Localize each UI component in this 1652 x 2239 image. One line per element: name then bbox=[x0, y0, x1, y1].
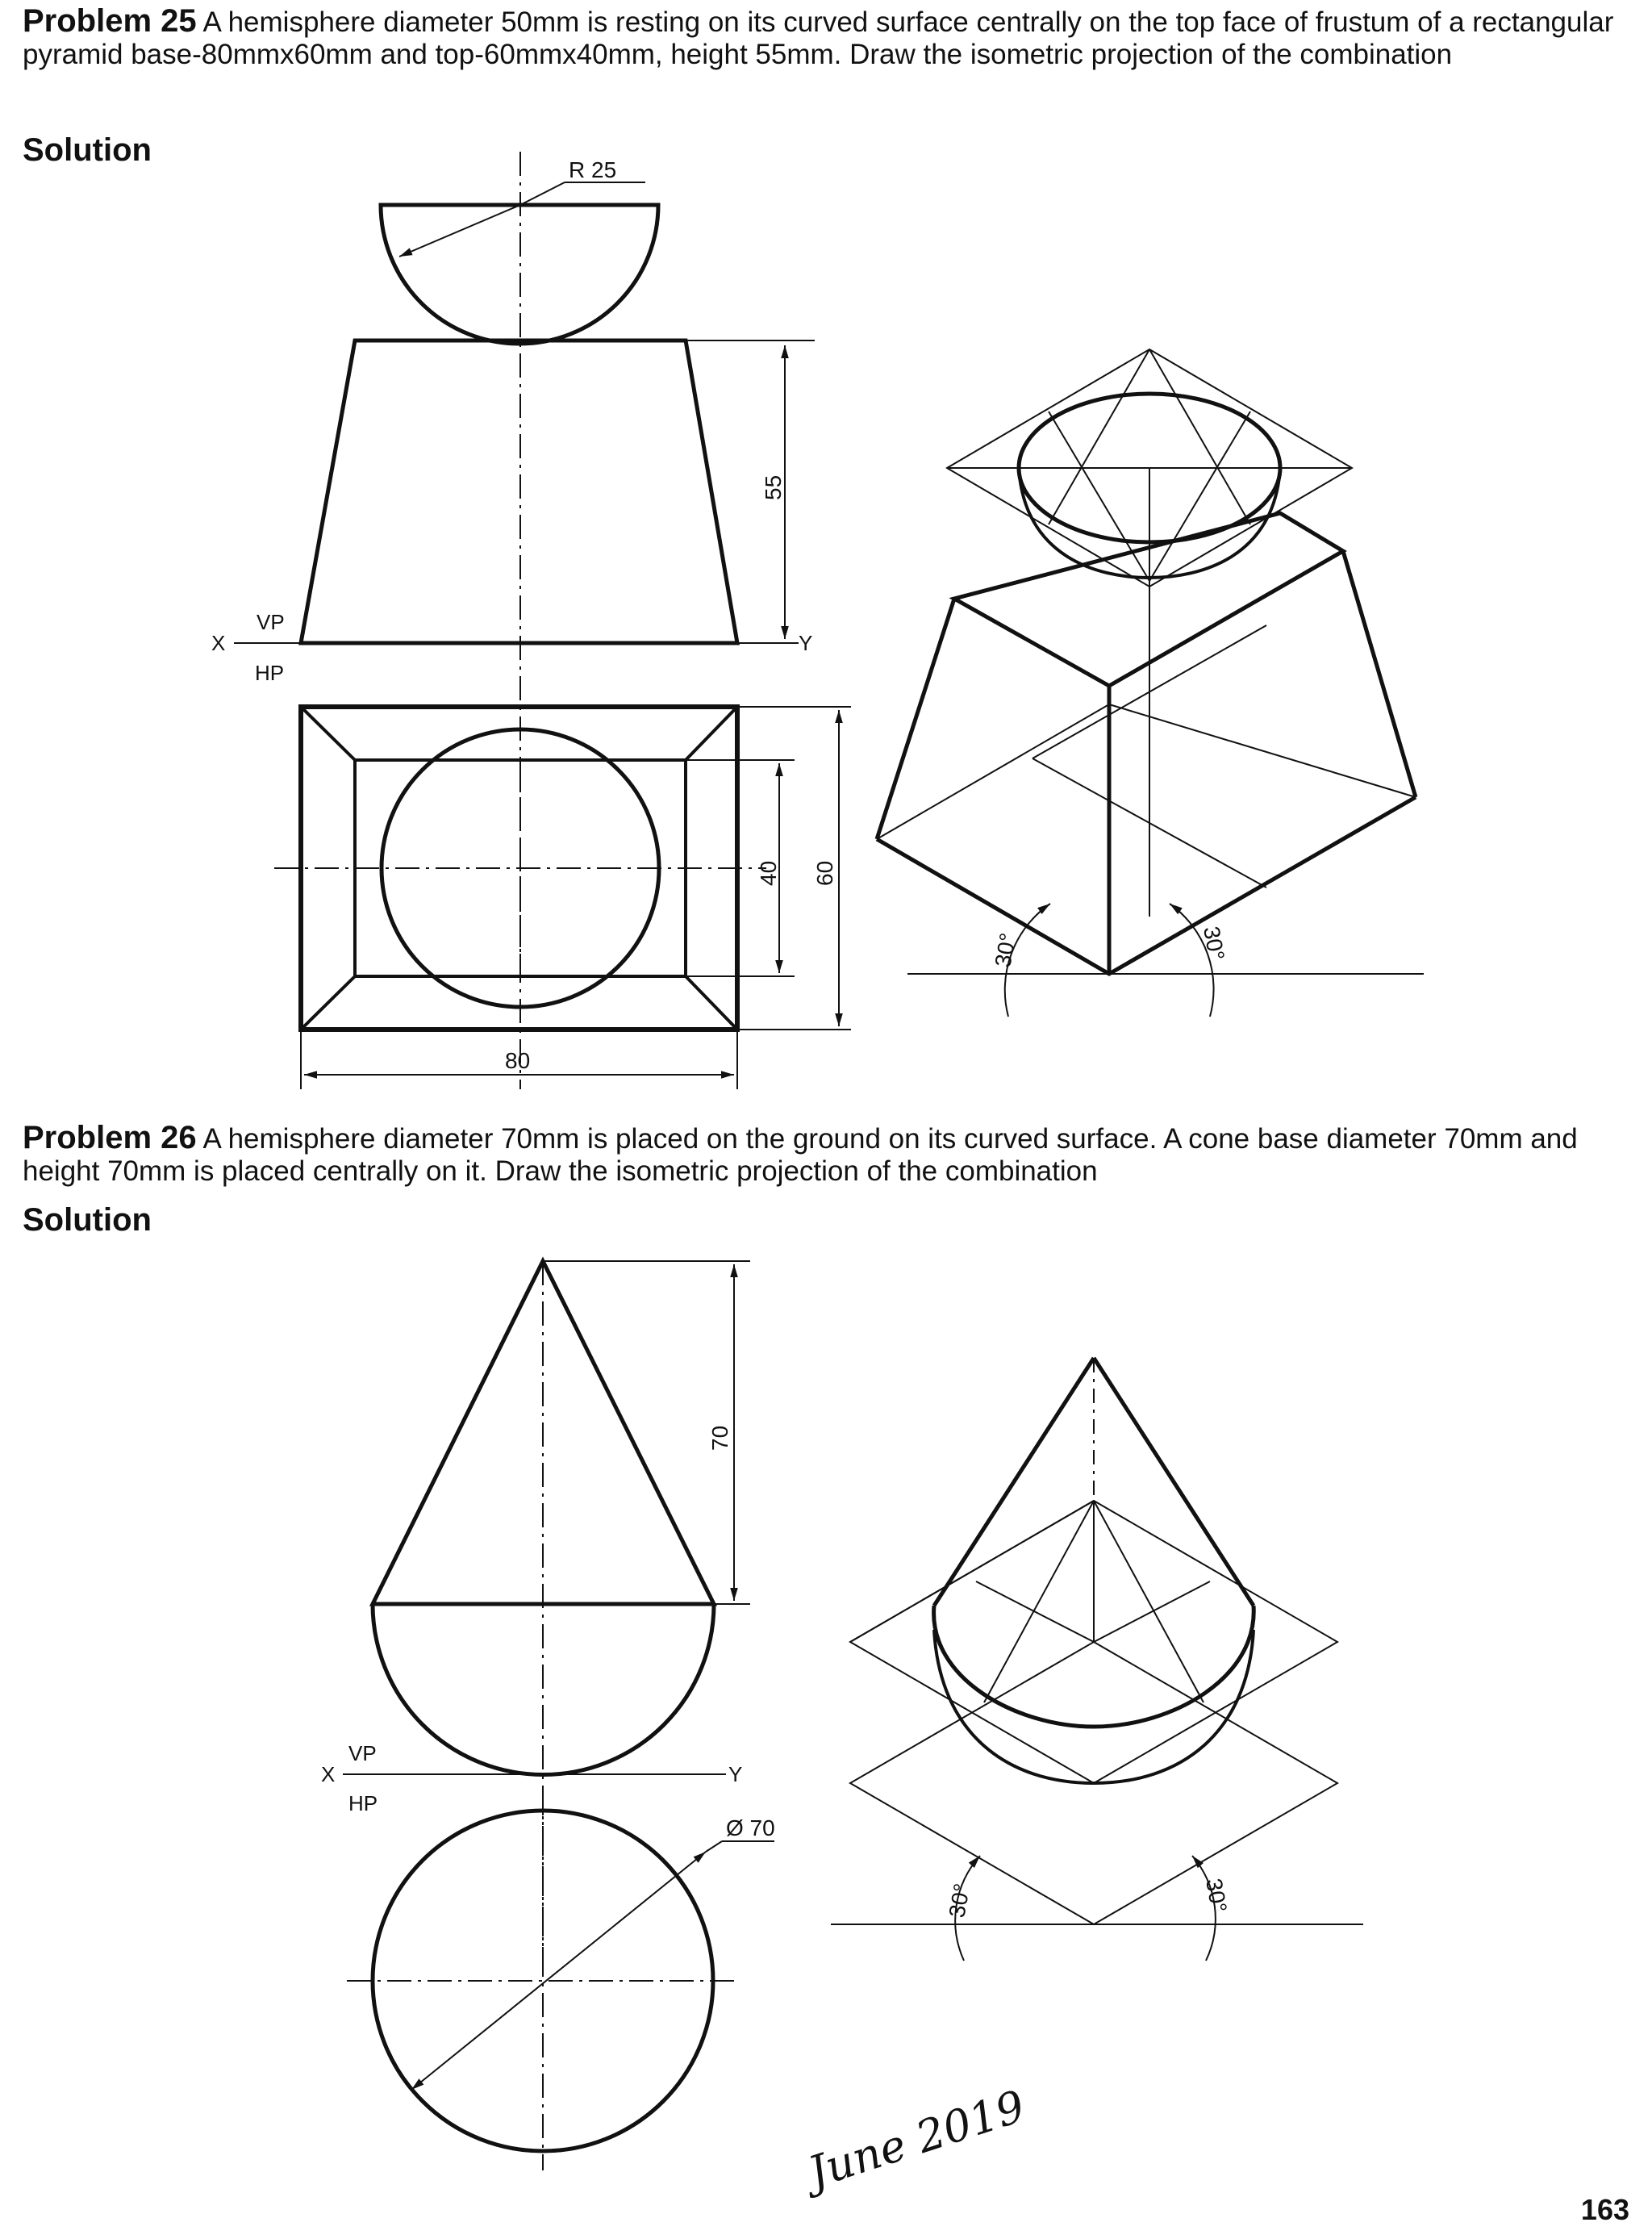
p25-angle-left: 30° bbox=[990, 930, 1021, 970]
handwritten-date-note: June 2019 bbox=[802, 2080, 1032, 2199]
p25-top-view bbox=[274, 707, 851, 1089]
p26-vp-label: VP bbox=[348, 1741, 377, 1765]
p25-top-width-label: 40 bbox=[756, 860, 781, 886]
problem-25-text: A hemisphere diameter 50mm is resting on its curved surface centrally on the top face of frustum of a rectangular pyramid base-80mmx60mm and top-60mmx40mm, height 55mm. Draw the isometric projection of the combination bbox=[23, 6, 1614, 70]
p25-front-view bbox=[234, 152, 815, 1089]
p25-height-label: 55 bbox=[761, 474, 786, 500]
page-number: 163 bbox=[1580, 2193, 1629, 2226]
p25-radius-label: R 25 bbox=[569, 157, 617, 182]
problem-25-number: Problem 25 bbox=[23, 3, 197, 39]
p25-hp-label: HP bbox=[255, 661, 285, 685]
p26-x-label: X bbox=[321, 1762, 336, 1786]
p26-isometric-view bbox=[831, 1358, 1363, 1961]
p26-height-label: 70 bbox=[707, 1425, 732, 1451]
p25-vp-label: VP bbox=[257, 610, 285, 634]
p25-base-width-label: 60 bbox=[812, 860, 837, 886]
p26-y-label: Y bbox=[728, 1762, 743, 1786]
p25-base-length-label: 80 bbox=[505, 1048, 531, 1073]
problem-25-solution-heading: Solution bbox=[23, 132, 152, 168]
p26-angle-left: 30° bbox=[944, 1881, 975, 1920]
p25-angle-right: 30° bbox=[1199, 924, 1229, 963]
p25-y-label: Y bbox=[799, 631, 813, 655]
p26-diameter-label: Ø 70 bbox=[726, 1815, 775, 1840]
problem-26-number: Problem 26 bbox=[23, 1120, 197, 1155]
p26-front-view bbox=[343, 1261, 750, 1969]
p26-hp-label: HP bbox=[348, 1791, 378, 1815]
p25-isometric-view bbox=[877, 349, 1424, 1017]
problem-26-text: A hemisphere diameter 70mm is placed on the ground on its curved surface. A cone base diameter 70mm and height 70mm is placed centrally on it. Draw the isometric projection of the combination bbox=[23, 1123, 1578, 1187]
p26-angle-right: 30° bbox=[1201, 1876, 1232, 1915]
problem-26-solution-heading: Solution bbox=[23, 1202, 152, 1238]
p25-x-label: X bbox=[211, 631, 226, 655]
p26-top-view bbox=[347, 1791, 774, 2170]
